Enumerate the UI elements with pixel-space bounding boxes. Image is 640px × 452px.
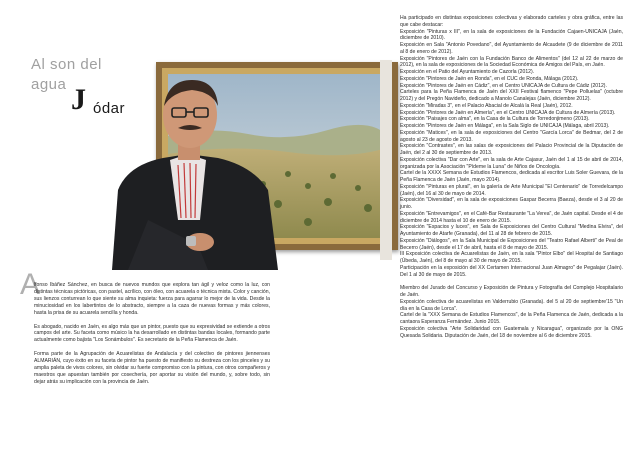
exhibition-item: Cartel de la "XXX Semana de Estudios Flamencos", de la Peña Flamenca de Jaén, dedicada a la cantaora Esperanza Fernández. Junio 2015. [400,312,623,325]
exhibitions-column [400,15,623,339]
title-big-letter: J [71,83,86,116]
exhibition-item: Cartel de la XXXX Semana de Estudios Flamencos, dedicada al escritor Luis Soler Guevara, de la Peña Flamenca de Jaén (Jaén, mayo 2014). [400,170,623,183]
bio-paragraph: lfonso Ibáñez Sánchez, en busca de nuevos mundos que explora tan ágil y veloz como la luz, con distintas técnicas pictóricas, con pastel, acrílico, con óleo, con acuarela o técnica mixta. Color y canción, sus lienzos conturrean lo que siente su alma inquieta: fuerza para agarrar lo mejor de la vida. Desde la minuciosidad en los labertintos de lo abstracto, siempre a la caza de nuevas formas y más colores, hasta la prisa de su acuarela sencilla y honda. [34,282,270,316]
exhibition-item: Exposición "Espacios y luces", en Sala de Exposiciones del Centro Cultural "Medina Elvira", del Ayuntamiento de Atarfe (Granada), del 11 al 28 de febrero de 2015. [400,224,623,237]
exhibition-item: Exposición "Matices", en la sala de exposiciones del Centro "García Lorca" de Bedmar, del 2 de agosto al 23 de agosto de 2013. [400,129,623,143]
exhibition-item: Exposición "Pintores de Jaén en Málaga", en la Sala Siglo de UNICAJA (Málaga, abril 2013). [400,123,610,129]
exhibition-item: Exposición "Pintores de Jaén en Almería", en el Centro UNICAJA de Cultura de Almería (2013). [400,109,616,116]
title-line-2: agua [31,76,67,93]
wall-background [380,60,392,260]
exhibition-item: Exposición colectiva "Arte Solidaridad con Guatemala y Nicaragua", organizado por la ONG Quesada Solidaria. Diputación de Jaén, del 18 de noviembre al 6 de diciembre 2015. [400,325,623,339]
exhibition-item: Exposición "Entrevamigos", en el Café-Bar Restaurante "La Verea", de Jaén capital. Desde el 4 de diciembre de 2014 hasta el 10 de enero de 2015. [400,210,623,224]
biography-column [34,282,270,393]
exhibition-item: III Exposición colectiva de Acuarelistas de Jaén, en la sala "Pintor Elbo" del Hospital de Santiago (Úbeda, Jaén), del 8 de mayo al 30 de mayo de 2015. [400,251,623,264]
exhibition-item: Exposición "Paisajes con alma", en la Casa de la Cultura de Torredonjimeno (2013). [400,116,590,123]
exhibition-item: Exposición "Contrastes", en las salas de exposiciones del Palacio Provincial de la Diputación de Jaén, del 2 al 30 de septiembre de 2013. [400,143,623,156]
exhibition-item: Exposición "Pintores de Jaén en Ronda", en el CUC de Ronda, Málaga (2012). [400,75,579,82]
exhibition-item: Exposición "Pintores de Jaén con la Fundación Banco de Alimentos" (del 12 al 22 de marzo de 2012), en la sala de exposiciones de la Sociedad Económica de Amigos del País, en Jaén. [400,55,623,69]
title-line-1: Al son del [31,56,102,73]
exhibition-item: Participación en la exposición del XX Certamen Internacional Juan Almagro" de Pegalajar (Jaén). Del 1 al 30 de mayo de 2015. [400,264,623,278]
exhibition-item: Exposición en Sala "Antonio Povedano", del Ayuntamiento de Alcaudete (9 de diciembre de 2011 al 8 de enero de 2012). [400,42,623,55]
bio-paragraph: Es abogado, nacido en Jaén, es algo más que un pintor, puesto que su expresividad se extiende a otros campos del arte. Su faceta como músico la ha desarrollado en distintas bandas locales, formando parte actualmente como bajista "Los Sonámbulos". Es secretario de la Peña Flamenca de Jaén. [34,323,270,344]
exhibition-intro: Ha participado en distintas exposiciones colectivas y elaborado carteles y obra gráfica, entre las que cabe destacar: [400,15,623,28]
exhibition-item: Exposición en el Patio del Ayuntamiento de Cazorla (2012). [400,69,535,75]
exhibition-item: Exposición "Pinturas x III", en la sala de exposiciones de la Fundación Cajaen-UNICAJA (Jaén, diciembre de 2010). [400,28,623,42]
exhibition-item: Miembro del Jurado del Concurso y Exposición de Pintura y Fotografía del Complejo Hospitalario de Jaén. [400,285,623,298]
exhibition-item: Exposición "Diversidad", en la sala de exposiciones Gaspar Becerra (Baeza), desde el 3 al 20 de junio. [400,197,623,210]
exhibition-item: Exposición "Miradas 3", en el Palacio Abacial de Alcalá la Real (Jaén), 2012. [400,102,573,109]
bio-paragraph: Forma parte de la Agrupación de Acuarelistas de Andalucía y del colectivo de pintores jiennenses ALMARIÁN, cuyo éxito en su faceta de pintor ha puesto de manifiesto su destreza con los pinceles y su amplia paleta de vivos colores, sin olvidar su fuerte compromiso con la pintura, con otros compañeros y maestros que apuestan también por cosechería, por aportar su visión del mundo, y, sobre todo, sin dejar atrás su implicación con la provincia de Jaén. [34,351,270,385]
artist-portrait [108,70,288,270]
exhibition-item: Exposición colectiva "Dar con Arte", en la sala de Arte Cajasur, Jaén del 1 al 15 de abril de 2014, organizada por la Asociación "Pídeme la Luna" de Niños de Oncología. [400,156,623,170]
artist-portrait-art [108,70,288,270]
title-line-3: ódar [93,100,126,117]
exhibition-item: Exposición "Diálogos", en la Sala Municipal de Exposiciones del "Teatro Rafael Alberti" de Peal de Becerro (Jaén), desde el 17 de abril, hasta el 8 de mayo de 2015. [400,237,623,251]
drop-cap: A [20,268,41,301]
exhibition-item: Exposición "Pintores de Jaén en Cádiz", en el Centro UNICAJA de Cultura de Cádiz (2012). [400,82,607,89]
exhibition-item: Carteles para la Peña Flamenca de Jaén del XXII Festival flamenco "Pepe Polluelas" (octubre 2012) y del Pregón Navideño, dedicado a Manolo Canalejas (Jaén, diciembre 2012). [400,89,623,102]
exhibition-item: Exposición "Pinturas en plural", en la galería de Arte Municipal "El Centenario" de Torredelcampo (Jaén), del 16 al 30 de mayo de 2014. [400,183,623,197]
exhibition-item: Exposición colectiva de acuarelistas en Valderrubio (Granada). del 5 al 20 de septiembre'15 "Un día en la Casa de Lorca". [400,298,623,312]
section-gap [400,278,623,285]
